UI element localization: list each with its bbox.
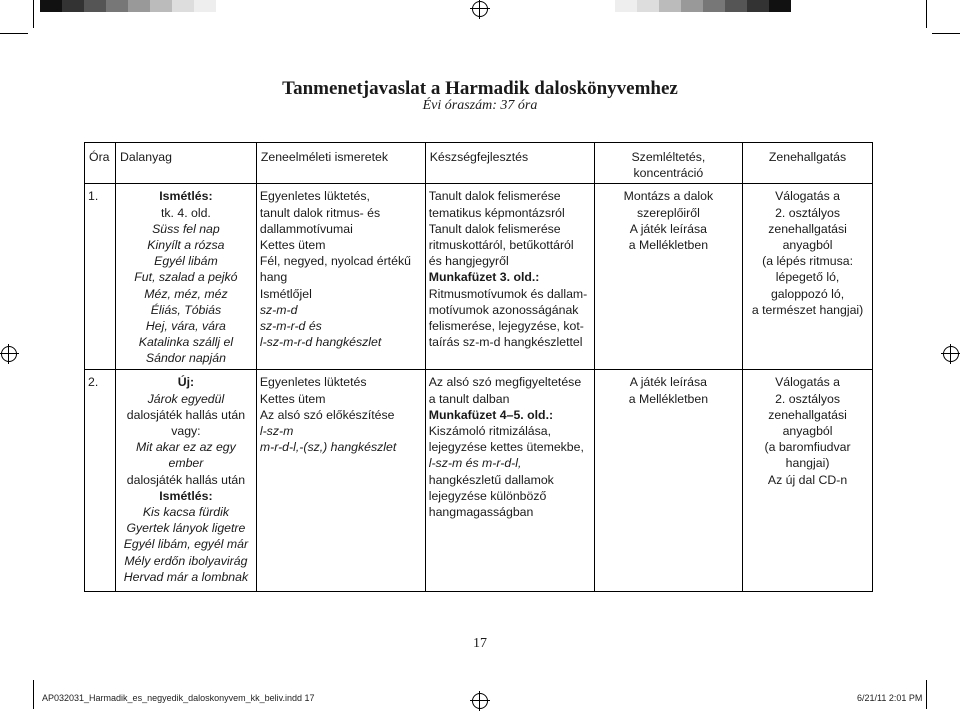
cell-keszseg-line: Tanult dalok felismerése (428, 189, 561, 204)
crop-mark (926, 680, 927, 709)
cell-keszseg-line: és hangjegyről (428, 254, 509, 269)
cell-zenehallgatas-line: Az új dal CD-n (767, 472, 848, 487)
cell-zenehallgatas-line: galoppozó ló, (770, 286, 845, 301)
cell-elmelet-line: Kettes ütem (259, 391, 326, 406)
footer-filename: AP032031_Harmadik_es_negyedik_daloskonyvem_kk_beliv.indd 17 (42, 693, 315, 703)
cell-zenehallgatas-line: (a baromfiudvar (764, 440, 851, 455)
curriculum-table (84, 142, 873, 592)
cell-elmelet-line: Az alsó szó előkészítése (259, 407, 395, 422)
cell-keszseg-line: ritmuskottáról, betűkottáról (428, 238, 574, 253)
cell-elmelet-line: dallammotívumai (259, 221, 353, 236)
cell-dalanyag-line: Méz, méz, méz (144, 286, 228, 301)
cell-zenehallgatas-line: Válogatás a (775, 189, 841, 204)
cell-keszseg-line: motívumok azonosságának (428, 302, 579, 317)
cell-keszseg-line: lejegyzése különböző (428, 488, 547, 503)
crop-mark (33, 680, 34, 709)
cell-dalanyag-line: Hervad már a lombnak (123, 569, 249, 584)
color-bar-left (40, 0, 216, 12)
cell-dalanyag-line: Ismétlés: (159, 488, 213, 503)
cell-keszseg (425, 370, 594, 592)
cell-dalanyag-line: Katalinka szállj el (138, 335, 234, 350)
cell-elmelet-line: Egyenletes lüktetés (259, 375, 367, 390)
cell-dalanyag-line: Süss fel nap (152, 221, 220, 236)
cell-keszseg-line: l-sz-m és m-r-d-l, (428, 456, 522, 471)
cell-elmelet-line: m-r-d-l,-(sz,) hangkészlet (259, 440, 397, 455)
cell-szemleltetes-line: A játék leírása (629, 221, 708, 236)
cell-szemleltetes-line: a Mellékletben (628, 391, 709, 406)
cell-keszseg-line: tematikus képmontázsról (428, 205, 565, 220)
cell-keszseg-line: a tanult dalban (428, 391, 510, 406)
table-row (85, 184, 873, 370)
cell-keszseg-line: Ritmusmotívumok és dallam- (428, 286, 588, 301)
cell-ora: 1. (85, 184, 116, 370)
cell-elmelet (256, 370, 425, 592)
cell-zenehallgatas-line: zenehallgatási (768, 221, 847, 236)
cell-keszseg-line: Kiszámoló ritmizálása, (428, 424, 552, 439)
cell-zenehallgatas-line: hangjai) (785, 456, 830, 471)
crop-mark (0, 33, 28, 34)
cell-dalanyag-line: tk. 4. old. (160, 205, 211, 220)
cell-elmelet-line: tanult dalok ritmus- és (259, 205, 381, 220)
header-dalanyag: Dalanyag (115, 143, 256, 184)
cell-zenehallgatas-line: (a lépés ritmusa: (762, 254, 853, 269)
cell-keszseg-line: taírás sz-m-d hangkészlettel (428, 335, 583, 350)
cell-keszseg-line: lejegyzése kettes ütemekbe, (428, 440, 584, 455)
cell-szemleltetes (594, 184, 742, 370)
cell-szemleltetes-line: szereplőiről (636, 205, 700, 220)
header-ora: Óra (85, 143, 116, 184)
cell-dalanyag-line: Egyél libám (154, 254, 218, 269)
cell-dalanyag-line: Gyertek lányok ligetre (126, 521, 246, 536)
header-zeneelmelet: Zeneelméleti ismeretek (256, 143, 425, 184)
cell-elmelet-line: Kettes ütem (259, 238, 326, 253)
cell-elmelet-line: Ismétlőjel (259, 286, 312, 301)
cell-szemleltetes-line: a Mellékletben (628, 238, 709, 253)
cell-keszseg (425, 184, 594, 370)
cell-dalanyag-line: dalosjáték hallás után (126, 472, 246, 487)
header-zenehallgatas: Zenehallgatás (743, 143, 873, 184)
cell-zenehallgatas-line: 2. osztályos (775, 391, 841, 406)
cell-elmelet-line: Egyenletes lüktetés, (259, 189, 370, 204)
cell-zenehallgatas-line: Válogatás a (775, 375, 841, 390)
crop-mark (926, 0, 927, 28)
cell-zenehallgatas-line: 2. osztályos (775, 205, 841, 220)
cell-dalanyag-line: Éliás, Tóbiás (150, 302, 222, 317)
cell-zenehallgatas-line: anyagból (782, 424, 833, 439)
cell-dalanyag-line: Ismétlés: (159, 189, 213, 204)
cell-zenehallgatas-line: a természet hangjai) (751, 302, 864, 317)
cell-dalanyag-line: dalosjáték hallás után (126, 407, 246, 422)
cell-elmelet (256, 184, 425, 370)
cell-dalanyag-line: Sándor napján (145, 351, 226, 366)
cell-dalanyag-line: Mit akar ez az egy (136, 440, 236, 455)
cell-keszseg-line: Az alsó szó megfigyeltetése (428, 375, 582, 390)
cell-keszseg-line: hangkészletű dallamok (428, 472, 554, 487)
registration-mark-icon (472, 693, 488, 709)
registration-mark-icon (472, 1, 488, 17)
color-bar-right (615, 0, 791, 12)
table-header-row (85, 143, 873, 184)
cell-elmelet-line: sz-m-d (259, 302, 298, 317)
page-title: Tanmenetjavaslat a Harmadik daloskönyvemhez (282, 78, 678, 99)
cell-dalanyag-line: Egyél libám, egyél már (123, 537, 249, 552)
header-keszsegfejlesztes: Készségfejlesztés (425, 143, 594, 184)
cell-dalanyag-line: Mély erdőn ibolyavirág (124, 553, 248, 568)
cell-zenehallgatas (743, 184, 873, 370)
page-subtitle: Évi óraszám: 37 óra (422, 98, 538, 113)
table-row (85, 370, 873, 592)
cell-zenehallgatas (743, 370, 873, 592)
registration-mark-icon (943, 346, 959, 362)
cell-elmelet-line: hang (259, 270, 288, 285)
cell-dalanyag-line: ember (168, 456, 204, 471)
cell-dalanyag-line: Járok egyedül (147, 391, 225, 406)
cell-keszseg-line: felismerése, lejegyzése, kot- (428, 319, 584, 334)
cell-ora: 2. (85, 370, 116, 592)
cell-keszseg-line: Munkafüzet 4–5. old.: (428, 407, 554, 422)
header-szemleltetes: Szemléltetés, koncentráció (594, 143, 742, 184)
cell-dalanyag-line: vagy: (171, 424, 201, 439)
page-number: 17 (473, 636, 487, 651)
cell-dalanyag-line: Hej, vára, vára (145, 319, 226, 334)
cell-keszseg-line: Tanult dalok felismerése (428, 221, 561, 236)
cell-elmelet-line: l-sz-m (259, 424, 294, 439)
cell-keszseg-line: Munkafüzet 3. old.: (428, 270, 540, 285)
crop-mark (932, 33, 960, 34)
registration-mark-icon (1, 346, 17, 362)
footer-date: 6/21/11 2:01 PM (857, 693, 923, 703)
cell-dalanyag (115, 370, 256, 592)
cell-dalanyag-line: Kis kacsa fürdik (142, 505, 229, 520)
cell-dalanyag-line: Új: (177, 375, 195, 390)
cell-zenehallgatas-line: lépegető ló, (775, 270, 840, 285)
cell-dalanyag-line: Fut, szalad a pejkó (134, 270, 238, 285)
cell-szemleltetes-line: A játék leírása (629, 375, 708, 390)
cell-keszseg-line: hangmagasságban (428, 505, 534, 520)
cell-szemleltetes-line: Montázs a dalok (623, 189, 714, 204)
cell-zenehallgatas-line: anyagból (782, 238, 833, 253)
cell-elmelet-line: Fél, negyed, nyolcad értékű (259, 254, 411, 269)
crop-mark (33, 0, 34, 28)
cell-dalanyag-line: Kinyílt a rózsa (147, 238, 225, 253)
cell-zenehallgatas-line: zenehallgatási (768, 407, 847, 422)
cell-dalanyag (115, 184, 256, 370)
cell-elmelet-line: sz-m-r-d és (259, 319, 322, 334)
cell-elmelet-line: l-sz-m-r-d hangkészlet (259, 335, 382, 350)
cell-szemleltetes (594, 370, 742, 592)
